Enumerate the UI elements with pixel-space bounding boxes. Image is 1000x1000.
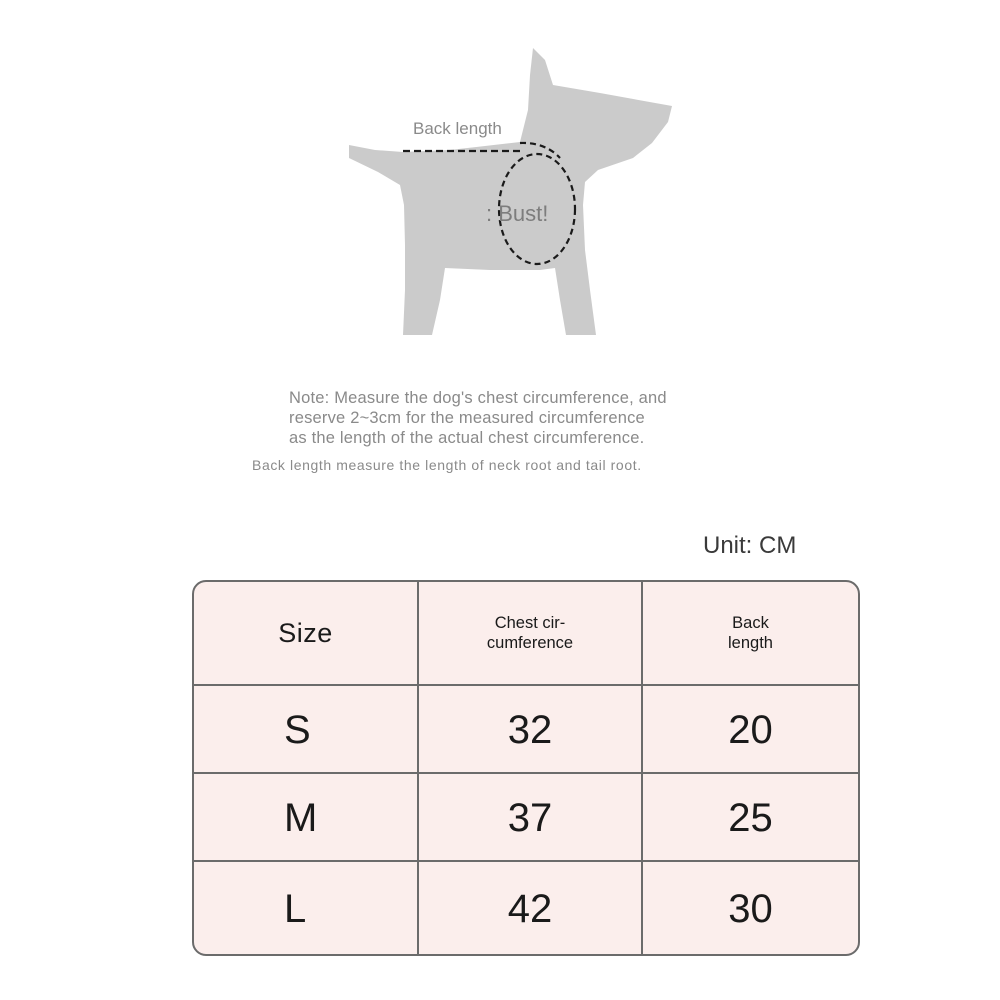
unit-label: Unit: CM	[703, 532, 797, 559]
table-row	[194, 860, 858, 956]
header-chest-line-2: cumference	[486, 634, 574, 652]
table-row	[194, 684, 858, 774]
header-back-line-2: length	[728, 634, 773, 652]
size-cell: L	[194, 862, 419, 956]
header-back-length	[643, 582, 858, 684]
header-chest-circumference	[419, 582, 643, 684]
note-line-2: reserve 2~3cm for the measured circumference	[289, 409, 645, 427]
chest-cell: 32	[419, 686, 643, 774]
header-size: Size	[194, 582, 419, 684]
dog-silhouette	[349, 48, 672, 335]
bust-label: : Bust!	[486, 201, 549, 226]
header-back-line-1: Back	[732, 614, 769, 632]
size-cell: M	[194, 774, 419, 862]
back-length-note: Back length measure the length of neck root and tail root.	[252, 457, 642, 473]
table-row	[194, 772, 858, 862]
header-chest-line-1: Chest cir-	[494, 614, 566, 632]
back-cell: 20	[728, 707, 773, 752]
back-cell: 30	[728, 886, 773, 931]
back-length-label: Back length	[413, 119, 502, 138]
note-line-1: Note: Measure the dog's chest circumference, and	[289, 389, 667, 407]
measurement-note	[289, 388, 769, 448]
table-header-row	[194, 582, 858, 684]
back-cell: 25	[728, 795, 773, 840]
chest-cell: 42	[419, 862, 643, 956]
dog-silhouette-illustration	[0, 0, 1000, 380]
size-cell: S	[194, 686, 419, 774]
note-line-3: as the length of the actual chest circumference.	[289, 429, 645, 447]
chest-cell: 37	[419, 774, 643, 862]
size-table	[192, 580, 860, 956]
